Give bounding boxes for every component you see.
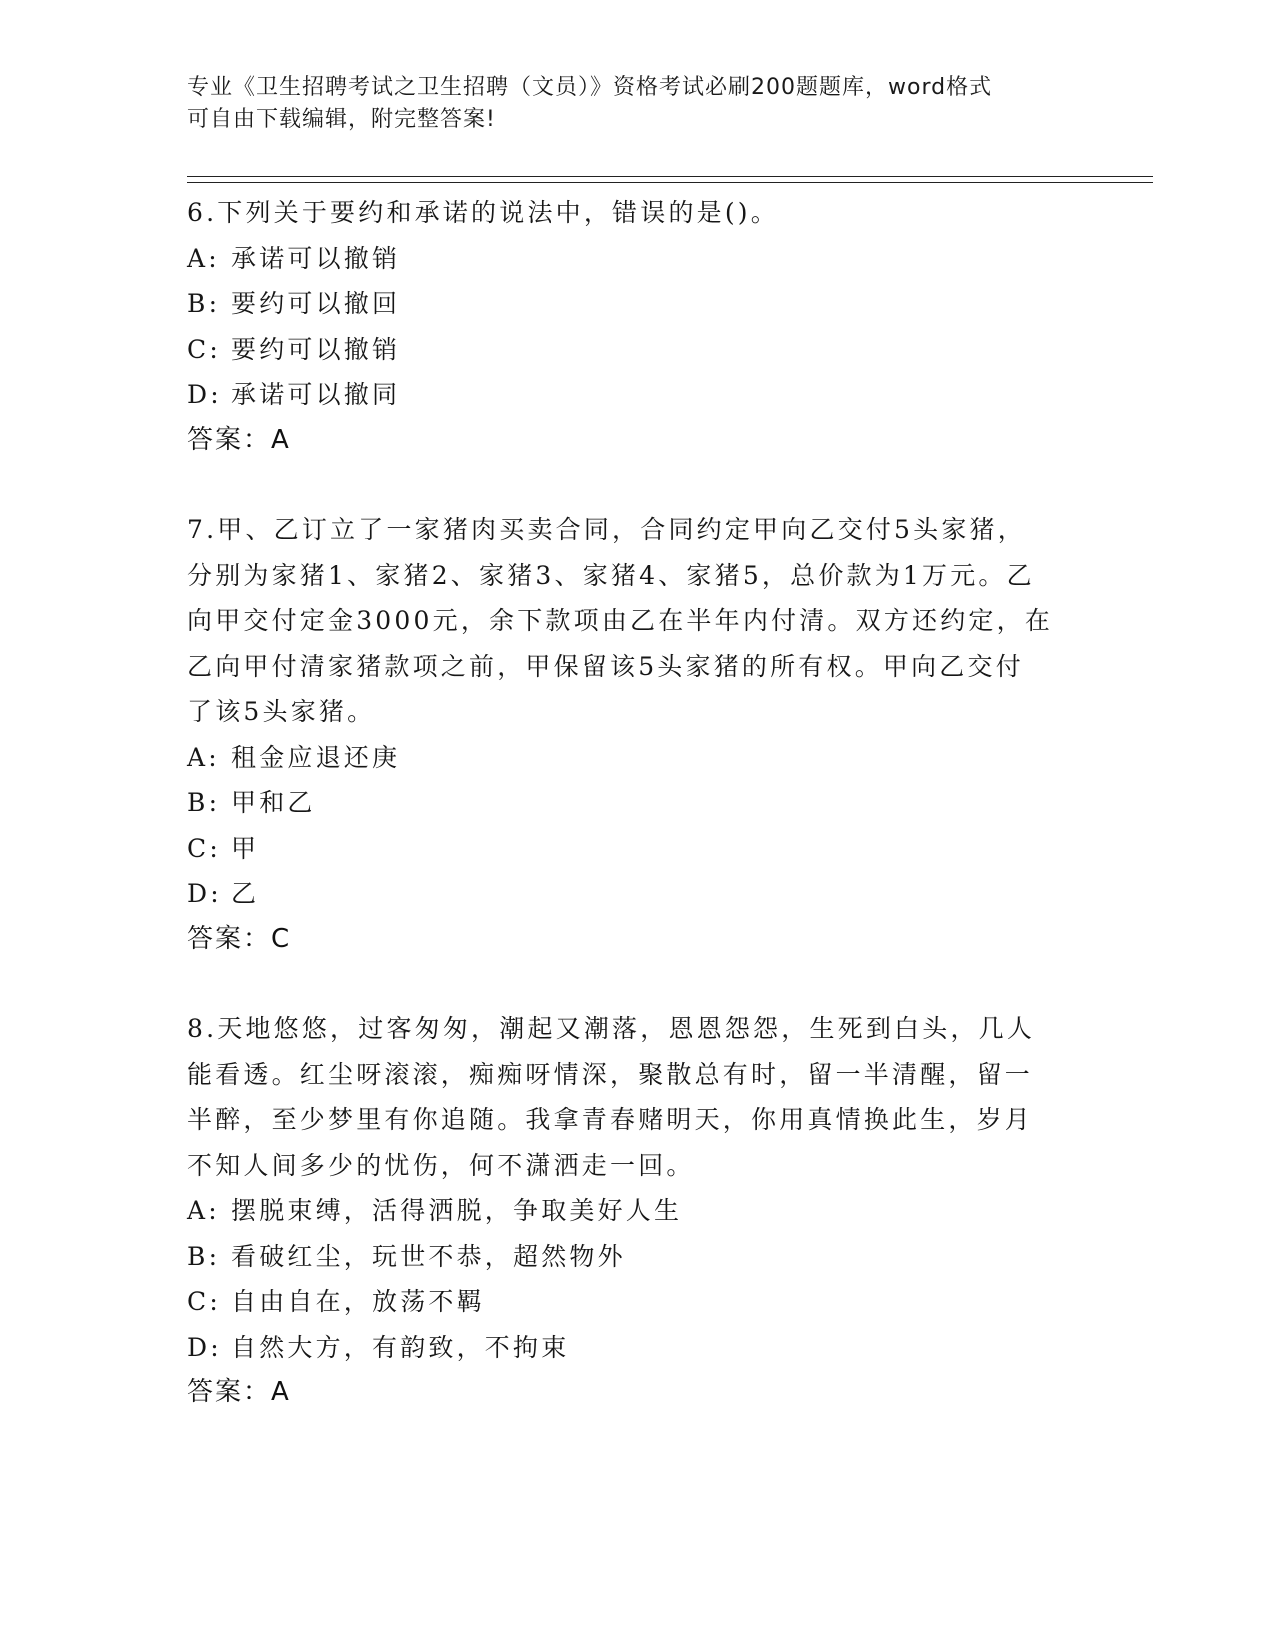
option-letter: B:	[187, 1241, 221, 1271]
header-divider-top	[187, 176, 1153, 177]
option-text: 乙	[231, 879, 260, 908]
option-b	[187, 1234, 1087, 1280]
option-c	[187, 1279, 1087, 1325]
header-divider-bottom	[187, 182, 1153, 183]
option-d	[187, 871, 1087, 917]
option-letter: D:	[187, 380, 222, 409]
stem-line: 8.天地悠悠，过客匆匆，潮起又潮落，恩恩怨怨，生死到白头，几人	[187, 1014, 1036, 1043]
question-list	[187, 190, 1087, 1416]
option-list	[187, 1188, 1087, 1370]
question-stem	[187, 507, 1087, 735]
option-text: 自由自在，放荡不羁	[231, 1287, 485, 1316]
option-d	[187, 1325, 1087, 1371]
document-header	[187, 72, 1077, 136]
option-letter: C:	[187, 833, 221, 863]
stem-line: 分别为家猪1、家猪2、家猪3、家猪4、家猪5，总价款为1万元。乙	[187, 560, 1035, 590]
answer-line: 答案：A	[187, 1377, 291, 1407]
option-list	[187, 236, 1087, 418]
stem-line: 能看透。红尘呀滚滚，痴痴呀情深，聚散总有时，留一半清醒，留一	[187, 1059, 1034, 1089]
option-letter: B:	[187, 788, 221, 817]
option-letter: A:	[187, 742, 220, 772]
header-title-line-2: 可自由下载编辑，附完整答案!	[187, 107, 496, 132]
option-text: 看破红尘，玩世不恭，超然物外	[231, 1241, 626, 1271]
option-text: 自然大方，有韵致，不拘束	[231, 1332, 570, 1362]
option-letter: B:	[187, 289, 221, 318]
option-c	[187, 826, 1087, 872]
stem-line: 6.下列关于要约和承诺的说法中，错误的是()。	[187, 198, 779, 227]
question-8	[187, 1006, 1087, 1416]
stem-line: 了该5头家猪。	[187, 697, 376, 726]
option-b	[187, 281, 1087, 327]
option-text: 承诺可以撤同	[231, 380, 401, 409]
option-text: 甲和乙	[231, 788, 316, 817]
answer-line: 答案：A	[187, 424, 291, 455]
option-letter: C:	[187, 1287, 221, 1316]
stem-line: 乙向甲付清家猪款项之前，甲保留该5头家猪的所有权。甲向乙交付	[187, 651, 1024, 681]
question-7	[187, 507, 1087, 962]
option-d	[187, 372, 1087, 418]
option-letter: A:	[187, 1196, 220, 1225]
option-letter: C:	[187, 334, 221, 364]
option-text: 承诺可以撤销	[231, 243, 401, 273]
option-text: 摆脱束缚，活得洒脱，争取美好人生	[231, 1196, 683, 1225]
option-a	[187, 236, 1087, 282]
option-list	[187, 735, 1087, 917]
option-text: 甲	[231, 833, 260, 863]
option-a	[187, 735, 1087, 781]
header-title-line-1: 专业《卫生招聘考试之卫生招聘（文员）》资格考试必刷200题题库，word格式	[187, 75, 993, 100]
stem-line: 向甲交付定金3000元，余下款项由乙在半年内付清。双方还约定，在	[187, 606, 1054, 635]
option-b	[187, 780, 1087, 826]
answer-line: 答案：C	[187, 923, 292, 954]
question-stem	[187, 1006, 1087, 1188]
option-letter: D:	[187, 1332, 222, 1362]
stem-line: 半醉，至少梦里有你追随。我拿青春赌明天，你用真情换此生，岁月	[187, 1105, 1034, 1134]
option-text: 要约可以撤销	[231, 334, 401, 364]
option-letter: D:	[187, 879, 222, 908]
option-text: 租金应退还庚	[231, 742, 401, 772]
option-c	[187, 327, 1087, 373]
question-stem	[187, 190, 1087, 236]
stem-line: 不知人间多少的忧伤，何不潇洒走一回。	[187, 1150, 695, 1180]
option-text: 要约可以撤回	[231, 289, 401, 318]
question-6	[187, 190, 1087, 463]
option-letter: A:	[187, 243, 220, 273]
option-a	[187, 1188, 1087, 1234]
stem-line: 7.甲、乙订立了一家猪肉买卖合同，合同约定甲向乙交付5头家猪，	[187, 515, 1026, 544]
